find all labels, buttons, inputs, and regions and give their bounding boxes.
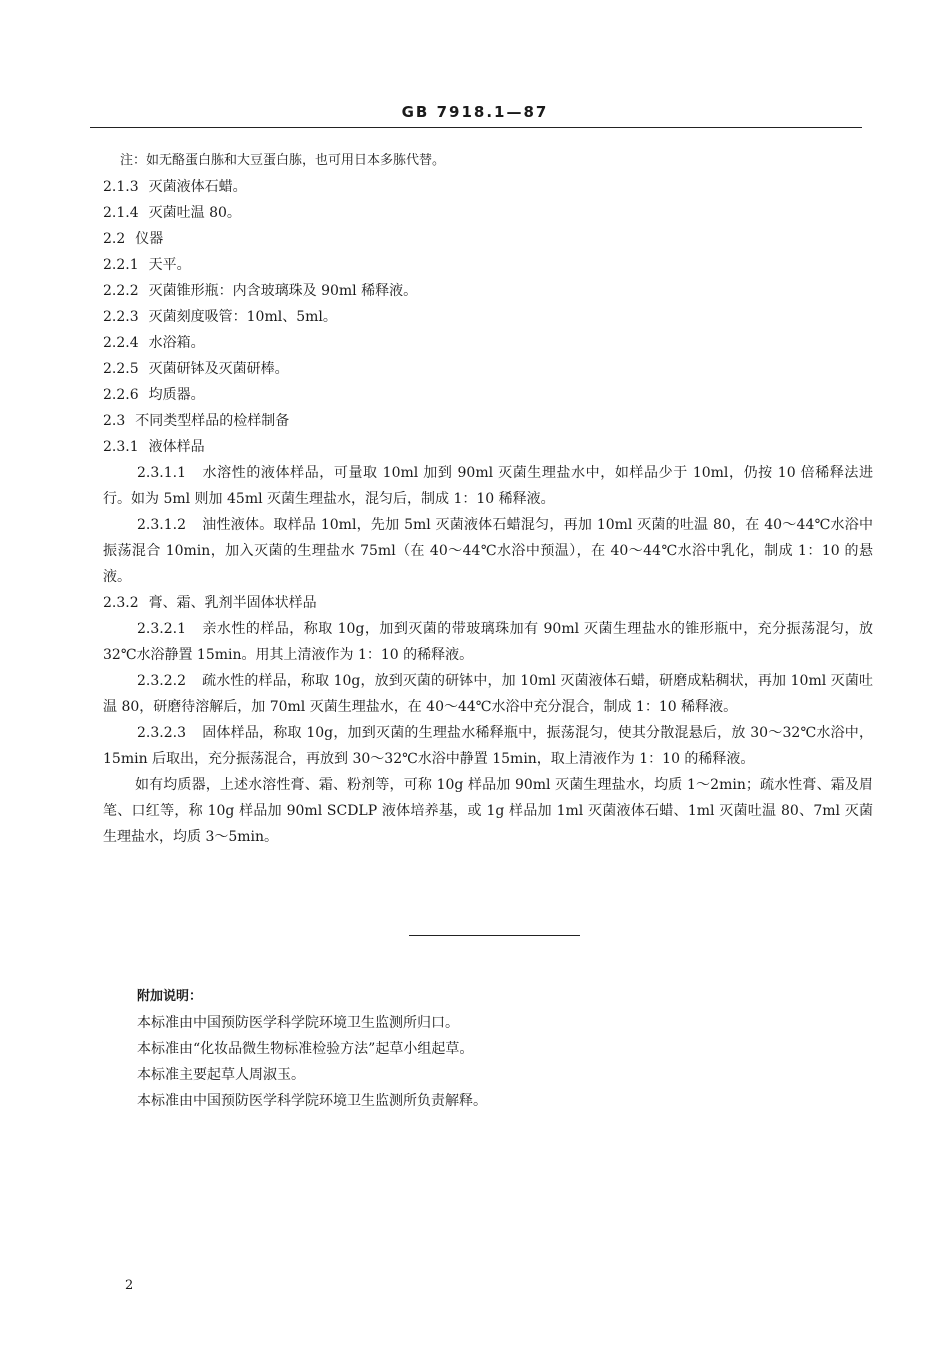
item-number: 2.2.3 — [103, 309, 139, 325]
appendix-line: 本标准主要起草人周淑玉。 — [137, 1067, 305, 1083]
page-number: 2 — [125, 1278, 134, 1293]
paragraph-text: 亲水性的样品，称取 10g，加到灭菌的带玻璃珠加有 90ml 灭菌生理盐水的锥形瓶中，充分振荡混匀，放 32℃水浴静置 15min。用其上清液作为 1：10 的稀释液。 — [103, 621, 873, 663]
item-text: 灭菌吐温 80。 — [148, 205, 241, 221]
item-number: 2.3.1.1 — [137, 465, 186, 481]
item-number: 2.3.2 — [103, 595, 139, 611]
page-header: GB 7918.1—87 — [401, 103, 549, 121]
note: 注：如无酪蛋白胨和大豆蛋白胨，也可用日本多胨代替。 — [120, 153, 446, 168]
item-number: 2.2 — [103, 231, 126, 247]
item-text: 液体样品 — [148, 439, 205, 455]
item-text: 不同类型样品的检样制备 — [135, 413, 290, 429]
appendix-line: 本标准由中国预防医学科学院环境卫生监测所归口。 — [137, 1015, 459, 1031]
section-heading — [103, 434, 873, 460]
item-text: 仪器 — [135, 231, 164, 247]
item-number: 2.3.1.2 — [137, 517, 186, 533]
item-text: 灭菌液体石蜡。 — [148, 179, 247, 195]
item-number: 2.2.1 — [103, 257, 139, 273]
item-number: 2.3.1 — [103, 439, 139, 455]
header-rule — [90, 127, 862, 128]
item-number: 2.2.6 — [103, 387, 139, 403]
list-item — [103, 200, 873, 226]
list-item — [103, 330, 873, 356]
list-item — [103, 382, 873, 408]
list-item — [103, 304, 873, 330]
item-number: 2.1.4 — [103, 205, 139, 221]
paragraph-2-3-2-3 — [103, 720, 873, 772]
section-heading — [103, 408, 873, 434]
appendix-line: 本标准由“化妆品微生物标准检验方法”起草小组起草。 — [137, 1041, 474, 1057]
item-text: 灭菌刻度吸管：10ml、5ml。 — [148, 309, 337, 325]
item-text: 膏、霜、乳剂半固体状样品 — [148, 595, 317, 611]
paragraph-text: 疏水性的样品，称取 10g，放到灭菌的研钵中，加 10ml 灭菌液体石蜡，研磨成粘稠状，再加 10ml 灭菌吐温 80，研磨待溶解后，加 70ml 灭菌生理盐水，在 40～44℃水浴中充分混合，制成 1：10 稀释液。 — [103, 673, 873, 715]
list-item — [103, 252, 873, 278]
paragraph-text: 固体样品，称取 10g，加到灭菌的生理盐水稀释瓶中，振荡混匀，使其分散混悬后，放 30～32℃水浴中，15min 后取出，充分振荡混合，再放到 30～32℃水浴中静置 15min，取上清液作为 1：10 的稀释液。 — [103, 725, 873, 767]
paragraph-2-3-2-2 — [103, 668, 873, 720]
item-text: 均质器。 — [148, 387, 205, 403]
list-item — [103, 278, 873, 304]
paragraph-homogenizer: 如有均质器，上述水溶性膏、霜、粉剂等，可称 10g 样品加 90ml 灭菌生理盐水，均质 1～2min；疏水性膏、霜及眉笔、口红等，称 10g 样品加 90ml SCDLP 液体培养基，或 1g 样品加 1ml 灭菌液体石蜡、1ml 灭菌吐温 80、7ml 灭菌生理盐水，均质 3～5min。 — [103, 777, 873, 845]
document-body — [103, 148, 873, 850]
paragraph-2-3-1-1 — [103, 460, 873, 512]
section-divider — [409, 935, 580, 936]
paragraph-text: 油性液体。取样品 10ml，先加 5ml 灭菌液体石蜡混匀，再加 10ml 灭菌的吐温 80，在 40～44℃水浴中振荡混合 10min，加入灭菌的生理盐水 75ml（在 40～44℃水浴中预温），在 40～44℃水浴中乳化，制成 1：10 的悬液。 — [103, 517, 873, 585]
item-number: 2.3 — [103, 413, 126, 429]
list-item — [103, 174, 873, 200]
paragraph-2-3-2-1 — [103, 616, 873, 668]
item-text: 灭菌锥形瓶：内含玻璃珠及 90ml 稀释液。 — [148, 283, 418, 299]
item-text: 灭菌研钵及灭菌研棒。 — [148, 361, 289, 377]
item-number: 2.2.4 — [103, 335, 139, 351]
appendix — [137, 984, 837, 1114]
section-heading — [103, 590, 873, 616]
list-item — [103, 356, 873, 382]
appendix-line: 本标准由中国预防医学科学院环境卫生监测所负责解释。 — [137, 1093, 487, 1109]
item-number: 2.3.2.3 — [137, 725, 186, 741]
item-text: 水浴箱。 — [148, 335, 205, 351]
paragraph-2-3-1-2 — [103, 512, 873, 590]
section-heading — [103, 226, 873, 252]
appendix-title: 附加说明： — [137, 989, 203, 1004]
item-number: 2.3.2.1 — [137, 621, 186, 637]
item-number: 2.2.5 — [103, 361, 139, 377]
paragraph-text: 水溶性的液体样品，可量取 10ml 加到 90ml 灭菌生理盐水中，如样品少于 10ml，仍按 10 倍稀释法进行。如为 5ml 则加 45ml 灭菌生理盐水，混匀后，制成 1：10 稀释液。 — [103, 465, 873, 507]
item-number: 2.2.2 — [103, 283, 139, 299]
item-number: 2.3.2.2 — [137, 673, 186, 689]
item-text: 天平。 — [148, 257, 191, 273]
item-number: 2.1.3 — [103, 179, 139, 195]
